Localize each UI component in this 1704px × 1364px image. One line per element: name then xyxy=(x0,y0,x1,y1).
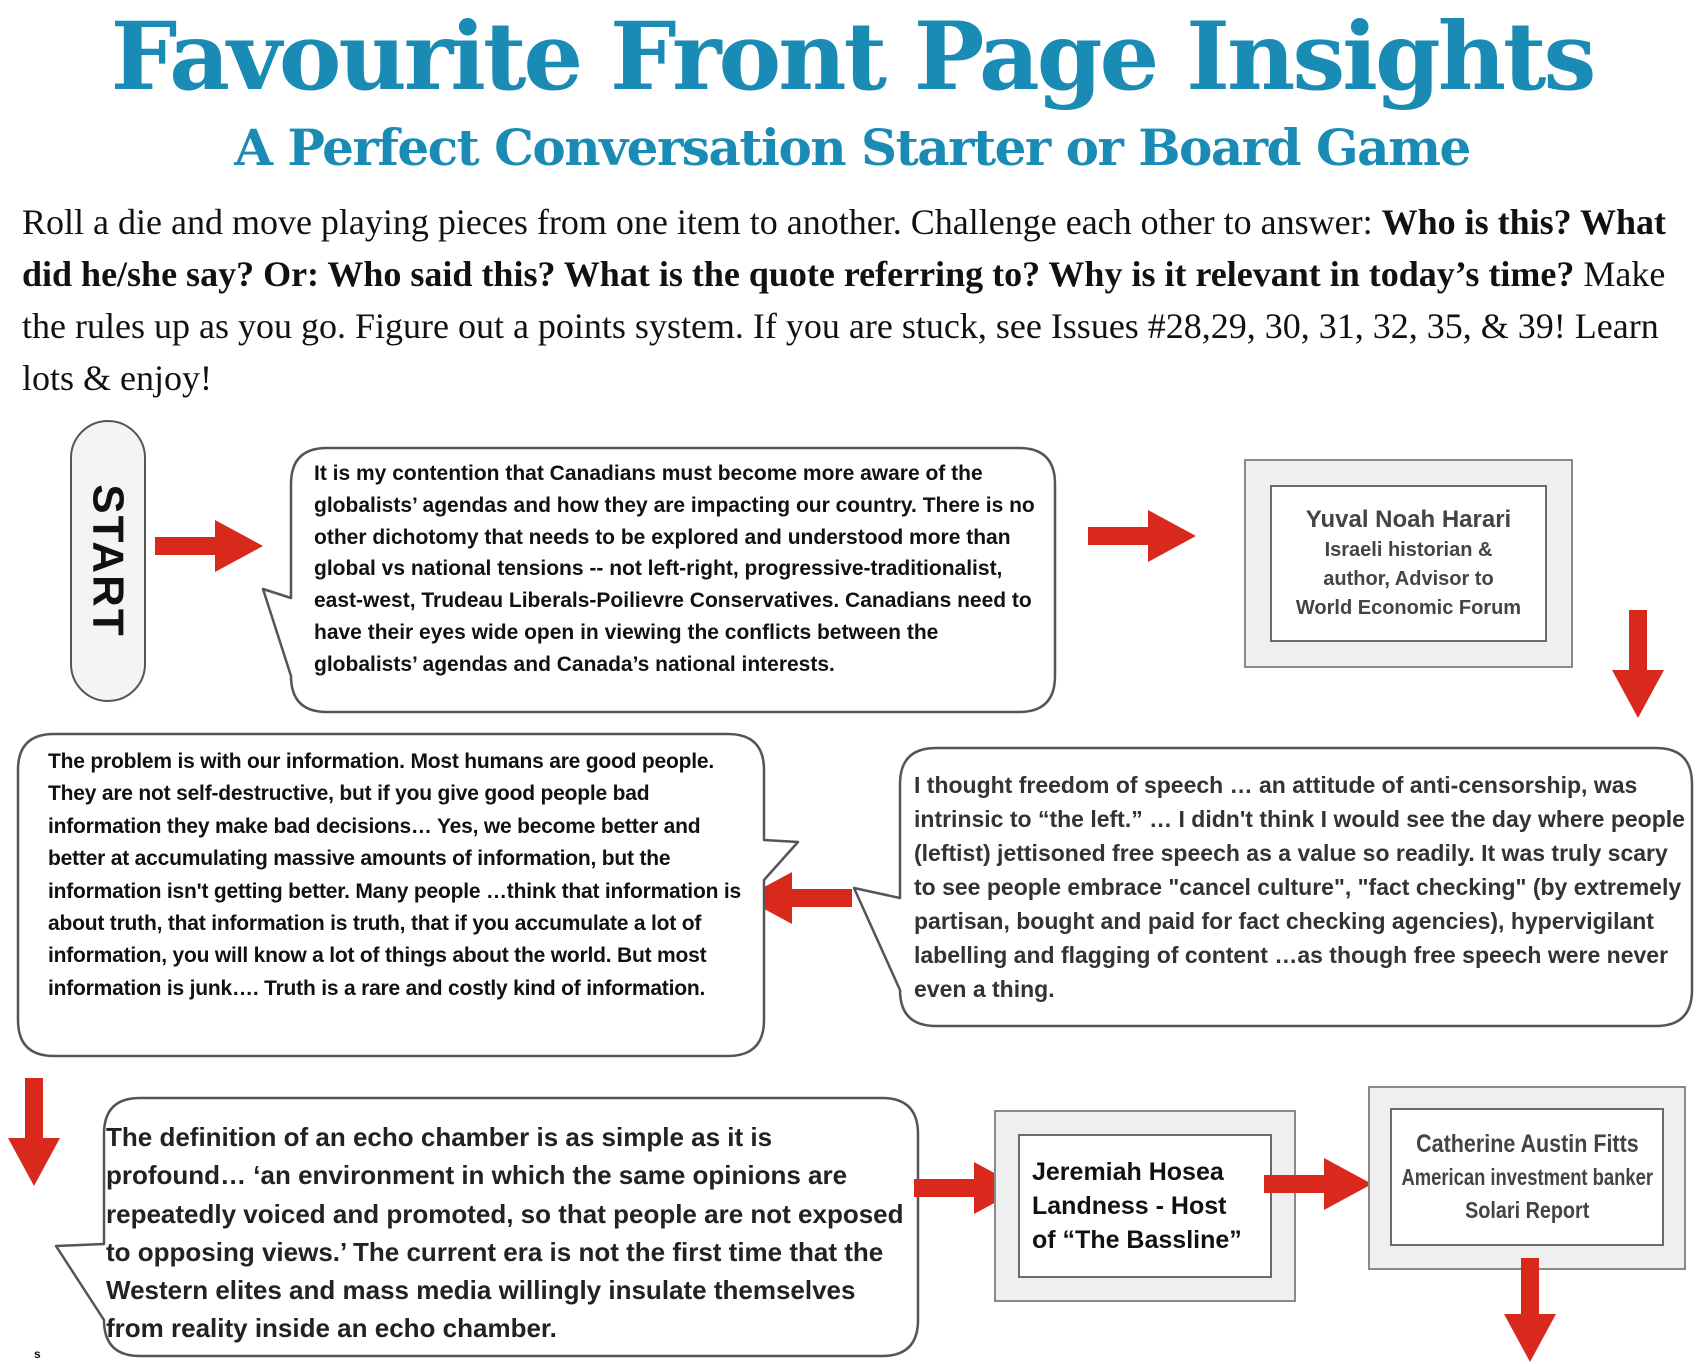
person-1-name: Yuval Noah Harari xyxy=(1305,506,1512,533)
person-1-line2: author, Advisor to xyxy=(1323,568,1494,590)
arrow-down-icon xyxy=(1502,1258,1558,1364)
arrow-right-icon xyxy=(1264,1156,1376,1212)
person-1-line1: Israeli historian & xyxy=(1324,539,1493,561)
intro-text-part2: Make the rules up as you go. Figure out a points system. If you are stuck, see Issues #28,29, 30, 31, 32, 35, & 39! Learn lots & enjoy! xyxy=(22,254,1666,398)
page-subtitle: A Perfect Conversation Starter or Board Game xyxy=(234,118,1470,177)
quote-bubble-4 xyxy=(52,1096,922,1360)
quote-2-text: I thought freedom of speech … an attitude of anti-censorship, was intrinsic to “the left.” … I didn't think I would see the day where people (leftist) jettisoned free speech as a value so readily. It was truly scary to see people embrace "cancel culture", "fact checking" (by extremely partisan, bought and paid for fact checking agencies), hypervigilant labelling and flagging of content …as though free speech were never even a thing. xyxy=(914,772,1685,1002)
person-box-landness xyxy=(994,1110,1296,1302)
quote-3-text: The problem is with our information. Most humans are good people. They are not self-destructive, but if you give good people bad information they make bad decisions… Yes, we become better and better at accumulating massive amounts of information, but the information isn't getting better. Many people …think that information is about truth, that information is truth, that if you accumulate a lot of information, you will know a lot of things about the world. But most information is junk…. Truth is a rare and costly kind of information. xyxy=(48,750,741,1000)
corner-mark: s xyxy=(34,1347,41,1361)
intro-text-part1: Roll a die and move playing pieces from one item to another. Challenge each other to answer: xyxy=(22,202,1382,242)
arrow-down-icon xyxy=(1610,610,1666,722)
intro-paragraph xyxy=(22,196,1692,404)
quote-1-text: It is my contention that Canadians must become more aware of the globalists’ agendas and how they are impacting our country. There is no other dichotomy that needs to be explored and understood more than global vs national tensions -- not left-right, progressive-traditionalist, east-west, Trudeau Liberals-Poilievre Conservatives. Canadians need to have their eyes wide open in viewing the conflicts between the globalists’ agendas and Canada’s national interests. xyxy=(314,462,1035,676)
arrow-right-icon xyxy=(155,518,267,574)
intro-questions: Who is this? What did he/she say? Or: Who said this? What is the quote referring to? Why is it relevant in today’s time? xyxy=(22,202,1667,294)
person-1-line3: World Economic Forum xyxy=(1295,597,1522,619)
quote-bubble-3 xyxy=(16,732,800,1058)
person-3-name: Catherine Austin Fitts xyxy=(1415,1130,1639,1158)
person-3-line1: American investment banker xyxy=(1401,1164,1653,1190)
person-box-harari xyxy=(1244,459,1573,668)
person-3-line2: Solari Report xyxy=(1464,1197,1590,1223)
quote-4-text: The definition of an echo chamber is as simple as it is profound… ‘an environment in which the same opinions are repeatedly voiced and promoted, so that people are not exposed to opposing views.’ The current era is not the first time that the Western elites and mass media willingly insulate themselves from reality inside an echo chamber. xyxy=(106,1122,904,1344)
person-2-line1: Jeremiah Hosea xyxy=(1032,1158,1224,1186)
arrow-right-icon xyxy=(1088,508,1200,564)
start-label: START xyxy=(84,484,134,638)
start-space xyxy=(70,420,146,702)
quote-bubble-2 xyxy=(852,746,1694,1028)
person-2-line3: of “The Bassline” xyxy=(1032,1226,1242,1254)
quote-bubble-1 xyxy=(255,446,1057,714)
page-title: Favourite Front Page Insights xyxy=(110,2,1594,112)
person-box-fitts xyxy=(1368,1086,1686,1270)
person-2-line2: Landness - Host xyxy=(1032,1192,1227,1220)
